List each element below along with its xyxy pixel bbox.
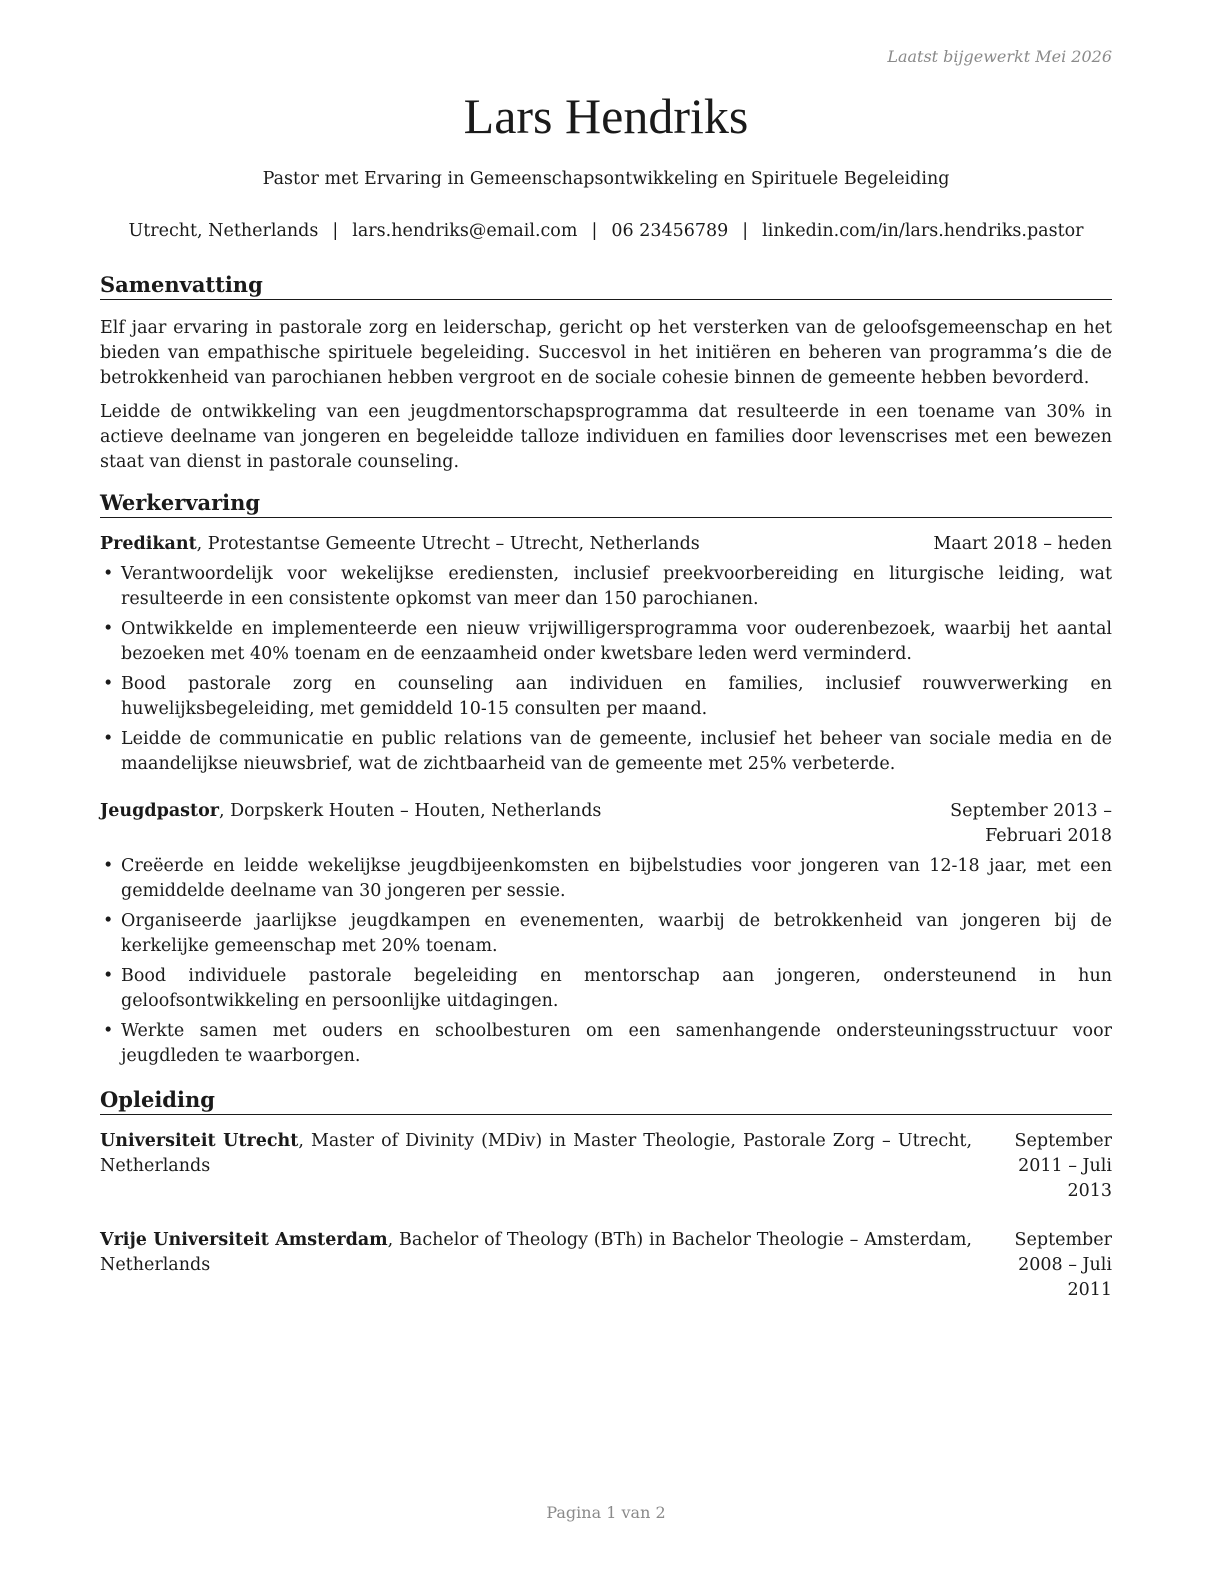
job-bullet: • Bood individuele pastorale begeleiding en mentorschap aan jongeren, ondersteunend in hun geloofsontwikkeling en persoonlijke uitdagingen. — [100, 964, 1112, 1014]
job-bullet: • Organiseerde jaarlijkse jeugdkampen en evenementen, waarbij de betrokkenheid van jongeren bij de kerkelijke gemeenschap met 20% toenam. — [100, 909, 1112, 959]
job-bullet: • Leidde de communicatie en public relations van de gemeente, inclusief het beheer van sociale media en de maandelijkse nieuwsbrief, wat de zichtbaarheid van de gemeente met 25% verbeterde. — [100, 727, 1112, 777]
last-updated: Laatst bijgewerkt Mei 2026 — [887, 47, 1112, 66]
work-section — [100, 489, 1112, 1069]
page-number: Pagina 1 van 2 — [546, 1503, 666, 1522]
job-role: Jeugdpastor — [100, 801, 220, 821]
job-org: , Protestantse Gemeente Utrecht – Utrecht, Netherlands — [196, 534, 700, 554]
section-title-education: Opleiding — [100, 1086, 1112, 1115]
job-dates: Maart 2018 – heden — [933, 534, 1112, 554]
contact-separator: | — [742, 221, 749, 241]
job-role: Predikant — [100, 534, 197, 554]
job-bullet: • Verantwoordelijk voor wekelijkse erediensten, inclusief preekvoorbereiding en liturgische leiding, wat resulteerde in een consistente opkomst van meer dan 150 parochianen. — [100, 562, 1112, 612]
education-school: Universiteit Utrecht — [100, 1131, 299, 1151]
education-detail: , Master of Divinity (MDiv) in Master Theologie, Pastorale Zorg – Utrecht, Netherlands — [100, 1131, 973, 1176]
contact-separator: | — [591, 221, 598, 241]
education-dates: September 2008 – Juli 2011 — [1014, 1230, 1112, 1300]
job-bullet: • Werkte samen met ouders en schoolbesturen om een samenhangende ondersteuningsstructuur voor jeugdleden te waarborgen. — [100, 1019, 1112, 1069]
contact-line — [100, 219, 1112, 244]
candidate-name: Lars Hendriks — [463, 88, 749, 144]
contact-email: lars.hendriks@email.com — [352, 221, 578, 241]
contact-linkedin: linkedin.com/in/lars.hendriks.pastor — [762, 221, 1084, 241]
section-title-summary: Samenvatting — [100, 271, 1112, 300]
education-entry — [100, 1228, 1112, 1303]
contact-separator: | — [332, 221, 339, 241]
contact-location: Utrecht, Netherlands — [128, 221, 319, 241]
summary-section — [100, 271, 1112, 475]
headline: Pastor met Ervaring in Gemeenschapsontwikkeling en Spirituele Begeleiding — [262, 169, 950, 189]
job-entry — [100, 532, 1112, 777]
summary-paragraph: Elf jaar ervaring in pastorale zorg en leiderschap, gericht op het versterken van de geloofsgemeenschap en het bieden van empathische spirituele begeleiding. Succesvol in het initiëren en beheren van programma’s die de betrokkenheid van parochianen hebben vergroot en de sociale cohesie binnen de gemeente hebben bevorderd. — [100, 318, 1112, 388]
education-entry — [100, 1129, 1112, 1204]
education-section — [100, 1086, 1112, 1303]
education-detail: , Bachelor of Theology (BTh) in Bachelor Theologie – Amsterdam, Netherlands — [100, 1230, 972, 1275]
contact-phone: 06 23456789 — [611, 221, 729, 241]
job-dates: September 2013 – Februari 2018 — [950, 801, 1112, 846]
education-school: Vrije Universiteit Amsterdam — [100, 1230, 388, 1250]
summary-paragraph: Leidde de ontwikkeling van een jeugdmentorschapsprogramma dat resulteerde in een toename van 30% in actieve deelname van jongeren en begeleidde talloze individuen en families door levenscrises met een bewezen staat van dienst in pastorale counseling. — [100, 402, 1112, 472]
job-bullet: • Bood pastorale zorg en counseling aan individuen en families, inclusief rouwverwerking en huwelijksbegeleiding, met gemiddeld 10-15 consulten per maand. — [100, 672, 1112, 722]
job-org: , Dorpskerk Houten – Houten, Netherlands — [219, 801, 602, 821]
section-title-work: Werkervaring — [100, 489, 1112, 518]
education-dates: September 2011 – Juli 2013 — [1014, 1131, 1112, 1201]
job-entry — [100, 799, 1112, 1069]
job-bullet: • Ontwikkelde en implementeerde een nieuw vrijwilligersprogramma voor ouderenbezoek, waarbij het aantal bezoeken met 40% toenam en de eenzaamheid onder kwetsbare leden werd verminderd. — [100, 617, 1112, 667]
job-bullet: • Creëerde en leidde wekelijkse jeugdbijeenkomsten en bijbelstudies voor jongeren van 12-18 jaar, met een gemiddelde deelname van 30 jongeren per sessie. — [100, 854, 1112, 904]
